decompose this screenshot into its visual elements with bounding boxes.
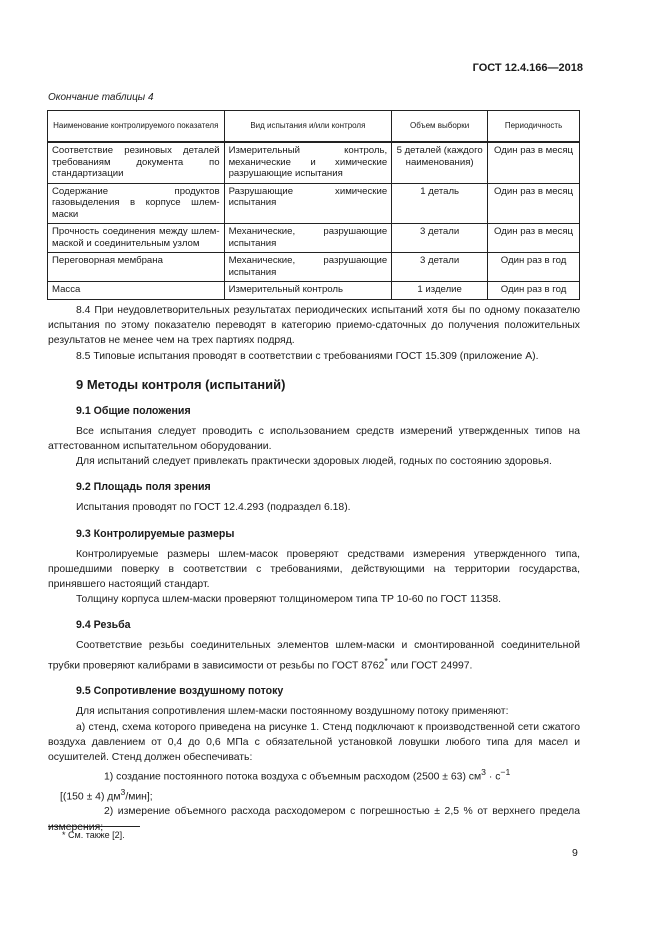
footnote-marker: * [384, 655, 388, 666]
paragraph-9-4-text: Соответствие резьбы соединительных элементов шлем-маски и смонтированной соединительной трубки проверяют калибрами в зависимости от резьбы по ГОСТ 8762 [48, 640, 580, 672]
superscript: −1 [500, 767, 511, 778]
table-cell: Один раз в месяц [488, 142, 580, 183]
table-cell: Один раз в год [488, 282, 580, 300]
paragraph-9-5-d: 2) измерение объемного расхода расходомером с погрешностью ± 2,5 % от верхнего предела измерения; [48, 806, 580, 833]
paragraph-9-5-a: Для испытания сопротивления шлем-маски постоянному воздушному потоку применяют: [76, 706, 509, 718]
subsection-9-5-heading: 9.5 Сопротивление воздушному потоку [76, 685, 284, 698]
subsection-9-2-heading: 9.2 Площадь поля зрения [76, 481, 211, 494]
paragraph-9-5-c-line2 [48, 785, 580, 805]
paragraph-9-1-a: Все испытания следует проводить с использованием средств измерений утвержденных типов на аттестованном испытательном оборудовании. [48, 425, 580, 453]
table-cell: Прочность соединения между шлем-маской и соединительным узлом [48, 224, 225, 253]
page-number: 9 [572, 847, 578, 859]
table-row [48, 282, 580, 300]
table-row [48, 253, 580, 282]
inspection-table [47, 110, 580, 300]
subsection-9-3-heading: 9.3 Контролируемые размеры [76, 527, 235, 540]
table-cell: Измерительный контроль, механические и химические разрушающие испытания [224, 142, 392, 183]
table-cell: Механические, разрушающие испытания [224, 253, 392, 282]
paragraph-9-1-b: Для испытаний следует привлекать практически здоровых людей, годных по состоянию здоровья. [76, 456, 552, 468]
table-row [48, 224, 580, 253]
subsection-9-4-heading: 9.4 Резьба [76, 619, 131, 632]
paragraph-9-3-b: Толщину корпуса шлем-маски проверяют толщиномером типа ТР 10-60 по ГОСТ 11358. [76, 594, 502, 606]
paragraph-9-2: Испытания проводят по ГОСТ 12.4.293 (подраздел 6.18). [76, 502, 351, 514]
paragraph-8-4: 8.4 При неудовлетворительных результатах периодических испытаний хотя бы по одному показателю испытания по этому показателю переводят в категорию приемо-сдаточных до получения положительных результатов не менее чем на трех партиях подряд. [48, 305, 580, 347]
section-9-heading: 9 Методы контроля (испытаний) [76, 376, 286, 392]
paragraph-9-3-a: Контролируемые размеры шлем-масок проверяют средствами измерения утвержденного типа, прошедшими поверку в соответствии с требованиями, действующими на территории государства, принявшего настоящий стандарт. [48, 548, 580, 591]
table-cell: Масса [48, 282, 225, 300]
flow-rate-text: 1) создание постоянного потока воздуха с объемным расходом (2500 ± 63) см [104, 771, 482, 783]
table-cell: Переговорная мембрана [48, 253, 225, 282]
column-header: Объем выборки [392, 111, 488, 143]
column-header: Вид испытания и/или контроля [224, 111, 392, 143]
paragraph-9-5-c [48, 765, 580, 785]
table-cell: Один раз в месяц [488, 224, 580, 253]
subsection-9-1-heading: 9.1 Общие положения [76, 404, 191, 417]
table-cell: Механические, разрушающие испытания [224, 224, 392, 253]
flow-rate-alt: [(150 ± 4) дм [60, 791, 121, 803]
table-cell: 3 детали [392, 253, 488, 282]
table-caption: Окончание таблицы 4 [48, 92, 154, 103]
table-row [48, 142, 580, 183]
column-header: Периодичность [488, 111, 580, 143]
table-cell: Разрушающие химические испытания [224, 183, 392, 224]
table-cell: 1 изделие [392, 282, 488, 300]
table-cell: 5 деталей (каждого наименования) [392, 142, 488, 183]
table-cell: Измерительный контроль [224, 282, 392, 300]
body-text [48, 303, 580, 835]
table-cell: Один раз в месяц [488, 183, 580, 224]
table-cell: 3 детали [392, 224, 488, 253]
footnote-divider [48, 826, 140, 827]
footnote: * См. также [2]. [62, 830, 125, 840]
flow-rate-alt-unit: /мин]; [125, 791, 153, 803]
paragraph-9-4-end: или ГОСТ 24997. [387, 660, 473, 672]
paragraph-9-4 [48, 638, 580, 673]
paragraph-9-5-b: а) стенд, схема которого приведена на рисунке 1. Стенд подключают к производственной сети сжатого воздуха давлением от 0,4 до 0,6 МПа с обязательной установкой ловушки любого типа для масел и осушителей. Стенд должен обеспечивать: [48, 721, 580, 763]
table-cell: Один раз в год [488, 253, 580, 282]
table-cell: 1 деталь [392, 183, 488, 224]
flow-rate-unit: · с [485, 771, 501, 783]
table-cell: Содержание продуктов газовыделения в корпусе шлем-маски [48, 183, 225, 224]
column-header: Наименование контролируемого показателя [48, 111, 225, 143]
superscript: 3 [481, 767, 486, 778]
table-cell: Соответствие резиновых деталей требованиям документа по стандартизации [48, 142, 225, 183]
superscript: 3 [120, 786, 126, 797]
paragraph-8-5: 8.5 Типовые испытания проводят в соответствии с требованиями ГОСТ 15.309 (приложение А). [76, 350, 539, 362]
table-row [48, 183, 580, 224]
table-header-row [48, 111, 580, 143]
page-header: ГОСТ 12.4.166—2018 [472, 62, 583, 74]
